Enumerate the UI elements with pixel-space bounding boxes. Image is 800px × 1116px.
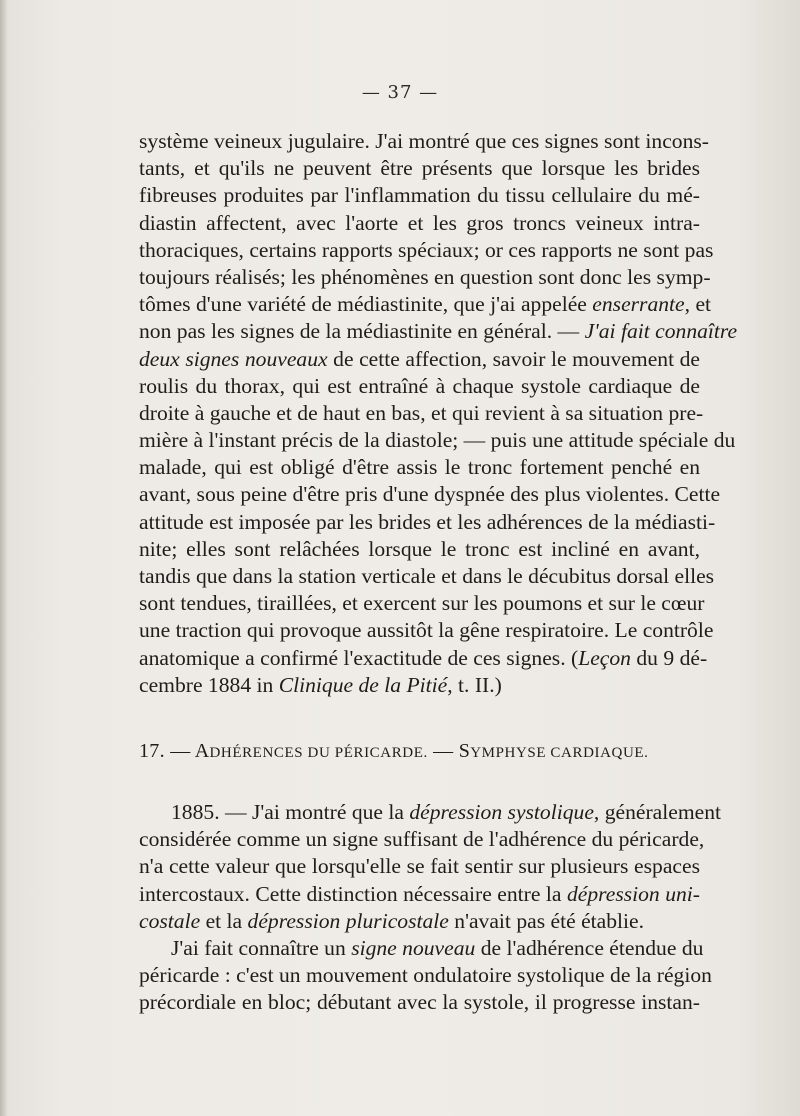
text-line [139,128,709,155]
text-segment: , et [684,292,712,317]
text-segment: J'ai fait connaître un [171,935,352,960]
text-segment: , t. II.) [447,672,502,697]
text-segment: une traction qui provoque aussitôt la gêne respiratoire. Le contrôle [139,618,714,643]
text-line [139,935,704,962]
text-segment: tômes d'une variété de médiastinite, que j'ai appelée [139,292,593,317]
text-line [139,590,705,617]
text-segment: malade, qui est obligé d'être assis le tronc fortement penché en [139,455,700,480]
italic-text: Clinique de la Pitié [278,672,448,697]
text-line [139,155,700,182]
section-heading [139,740,700,764]
text-segment: du 9 dé- [630,645,708,670]
italic-text: costale [139,908,201,933]
text-segment: système veineux jugulaire. J'ai montré que ces signes sont incons- [139,129,709,153]
text-line [139,645,708,672]
text-segment: de l'adhérence étendue du [475,935,704,960]
text-line [139,427,736,454]
text-segment: thoraciques, certains rapports spéciaux; or ces rapports ne sont pas [139,237,714,262]
text-segment: roulis du thorax, qui est entraîné à chaque systole cardiaque de [139,373,700,398]
text-line [139,346,700,373]
text-line [139,617,714,644]
text-segment: non pas les signes de la médiastinite en général. — [139,319,585,344]
text-line [139,182,700,209]
text-line [139,237,714,264]
section-title-1-cap: A [194,740,210,762]
text-segment: intercostaux. Cette distinction nécessaire entre la [139,881,567,906]
text-segment: nite; elles sont relâchées lorsque le tronc est incliné en avant, [139,536,700,561]
italic-text: enserrante [592,292,685,317]
section-number: 17. — [139,740,195,762]
text-segment: et la [200,908,248,933]
text-line [139,881,700,908]
text-segment: anatomique a confirmé l'exactitude de ces signes. ( [139,645,579,670]
page-number: — 37 — [361,82,439,103]
text-line [139,210,700,237]
text-segment: tants, et qu'ils ne peuvent être présents que lorsque les brides [139,156,700,181]
page-edge-shadow [0,0,8,1116]
text-line [139,962,712,989]
text-line [139,908,700,935]
text-line [139,318,738,345]
italic-text: signe nouveau [351,935,476,960]
text-line [139,799,722,826]
section-separator: — [427,740,459,762]
italic-text: J'ai fait connaître [584,319,738,344]
italic-text: deux signes nouveaux [139,346,328,371]
text-segment: , généralement [593,800,722,824]
text-segment: 1885. — J'ai montré que la [171,800,410,824]
text-line [139,291,712,318]
text-segment: cembre 1884 in [139,672,279,697]
text-line [139,454,700,481]
section-title-1: DHÉRENCES DU PÉRICARDE. [209,745,428,761]
text-line [139,400,704,427]
text-line [139,264,711,291]
paragraph-1 [139,128,738,699]
italic-text: dépression systolique [409,800,594,824]
text-segment: fibreuses produites par l'inflammation du tissu cellulaire du mé- [139,183,700,208]
section-title-2-cap: S [458,740,471,762]
text-line [139,536,700,563]
text-segment: n'a cette valeur que lorsqu'elle se fait sentir sur plusieurs espaces [139,854,700,879]
text-line [139,481,721,508]
text-segment: précordiale en bloc; débutant avec la systole, il progresse instan- [139,990,700,1015]
text-line [139,563,715,590]
text-segment: de cette affection, savoir le mouvement de [327,346,701,371]
text-line [139,989,700,1016]
text-line [139,672,700,699]
text-segment: diastin affectent, avec l'aorte et les gros troncs veineux intra- [139,210,700,235]
paragraph-2 [139,799,722,1017]
text-segment: droite à gauche et de haut en bas, et qui revient à sa situation pre- [139,400,704,425]
text-segment: toujours réalisés; les phénomènes en question sont donc les symp- [139,264,711,289]
text-line [139,826,705,853]
text-line [139,853,700,880]
text-line [139,373,700,400]
text-segment: attitude est imposée par les brides et les adhérences de la médiasti- [139,509,716,534]
section-title-2: YMPHYSE CARDIAQUE. [470,745,649,761]
text-segment: sont tendues, tiraillées, et exercent sur les poumons et sur le cœur [139,591,705,616]
text-segment: tandis que dans la station verticale et dans le décubitus dorsal elles [139,564,715,588]
text-segment: n'avait pas été établie. [448,908,645,933]
italic-text: dépression uni- [566,881,700,906]
italic-text: Leçon [578,645,631,670]
text-line [139,509,716,536]
text-segment: mière à l'instant précis de la diastole; — puis une attitude spéciale du [139,428,736,453]
text-segment: péricarde : c'est un mouvement ondulatoire systolique de la région [139,963,712,988]
text-segment: considérée comme un signe suffisant de l'adhérence du péricarde, [139,827,705,852]
text-segment: avant, sous peine d'être pris d'une dyspnée des plus violentes. Cette [139,482,721,507]
italic-text: dépression pluricostale [247,908,449,933]
